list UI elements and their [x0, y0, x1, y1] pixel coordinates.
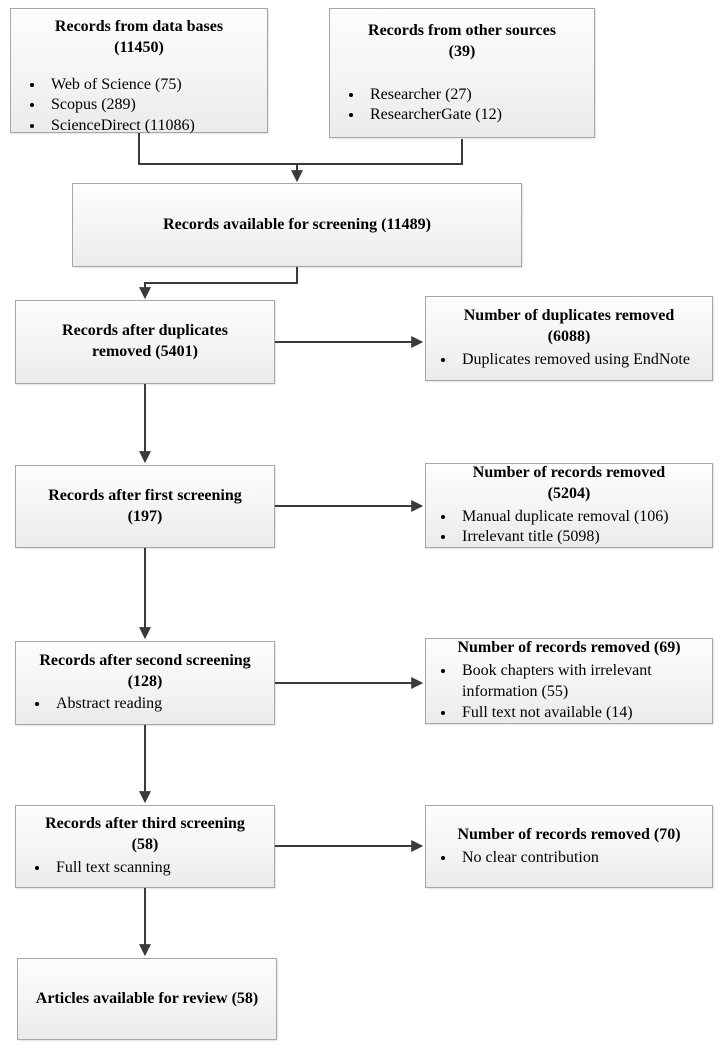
heading-line: Number of records removed (70) [457, 825, 681, 843]
arrow-screening-to-after-duplicates [145, 267, 297, 297]
bullet-item: • Book chapters with irrelevant information (55) [456, 661, 708, 703]
bullet-item: • Duplicates removed using EndNote [456, 350, 708, 371]
box-records-after-second-screening [15, 641, 275, 725]
heading-line: (5204) [547, 484, 591, 502]
box-heading [15, 17, 263, 59]
box-heading [334, 21, 590, 63]
bullet-item: • Abstract reading [50, 694, 270, 715]
bullet-list [430, 507, 708, 549]
heading-line: Number of duplicates removed [463, 307, 675, 325]
box-heading [20, 814, 270, 856]
box-records-after-duplicates-removed [15, 300, 275, 384]
heading-line: (11450) [114, 38, 164, 56]
heading-line: Records from other sources [368, 22, 556, 39]
bullet-list [334, 85, 590, 127]
bullet-item: • Full text not available (14) [456, 703, 708, 724]
bullet-list [20, 858, 270, 879]
bullet-item: • Web of Science (75) [45, 75, 263, 96]
box-heading [22, 989, 272, 1010]
box-heading [20, 651, 270, 693]
box-heading [77, 215, 517, 236]
bullet-item: • No clear contribution [456, 848, 708, 869]
heading-line: Articles available for review (58) [35, 989, 259, 1007]
bullet-item: • Scopus (289) [45, 95, 263, 116]
box-number-of-records-removed-third [425, 805, 713, 888]
bullet-item: • Manual duplicate removal (106) [456, 507, 708, 528]
bullet-item: • Irrelevant title (5098) [456, 527, 708, 548]
heading-line: (197) [127, 507, 163, 525]
bullet-item: • ResearcherGate (12) [364, 105, 590, 126]
box-records-from-other-sources [329, 8, 595, 138]
heading-line: (6088) [547, 328, 591, 346]
box-heading [430, 306, 708, 348]
box-number-of-records-removed-second [425, 638, 713, 724]
heading-line: (39) [448, 42, 476, 60]
box-records-from-databases [10, 8, 268, 133]
box-heading [430, 638, 708, 659]
box-heading [430, 825, 708, 846]
box-heading [20, 486, 270, 528]
heading-line: Number of records removed (69) [457, 639, 681, 657]
heading-line: (128) [127, 672, 163, 690]
bullet-list [20, 694, 270, 715]
box-articles-available-for-review [17, 958, 277, 1040]
box-records-available-for-screening [72, 183, 522, 267]
bullet-list [15, 75, 263, 137]
bullet-item: • Researcher (27) [364, 85, 590, 106]
heading-line: Records available for screening (11489) [163, 215, 431, 233]
heading-line: removed (5401) [92, 343, 198, 360]
box-records-after-first-screening [15, 465, 275, 548]
bullet-list [430, 350, 708, 371]
box-number-of-duplicates-removed [425, 296, 713, 381]
bullet-item: • Full text scanning [50, 858, 270, 879]
box-heading [20, 321, 270, 363]
bullet-list [430, 848, 708, 869]
heading-line: Records after first screening [48, 486, 242, 504]
bullet-list [430, 661, 708, 723]
bullet-item: • ScienceDirect (11086) [45, 116, 263, 137]
heading-line: (58) [131, 836, 159, 854]
box-records-after-third-screening [15, 805, 275, 888]
box-number-of-records-removed-first [425, 463, 713, 548]
heading-line: Number of records removed [472, 463, 666, 481]
box-heading [430, 463, 708, 505]
heading-line: Records after second screening [39, 651, 251, 669]
heading-line: Records after third screening [45, 815, 245, 833]
heading-line: Records after duplicates [62, 322, 228, 340]
heading-line: Records from data bases [54, 18, 224, 35]
